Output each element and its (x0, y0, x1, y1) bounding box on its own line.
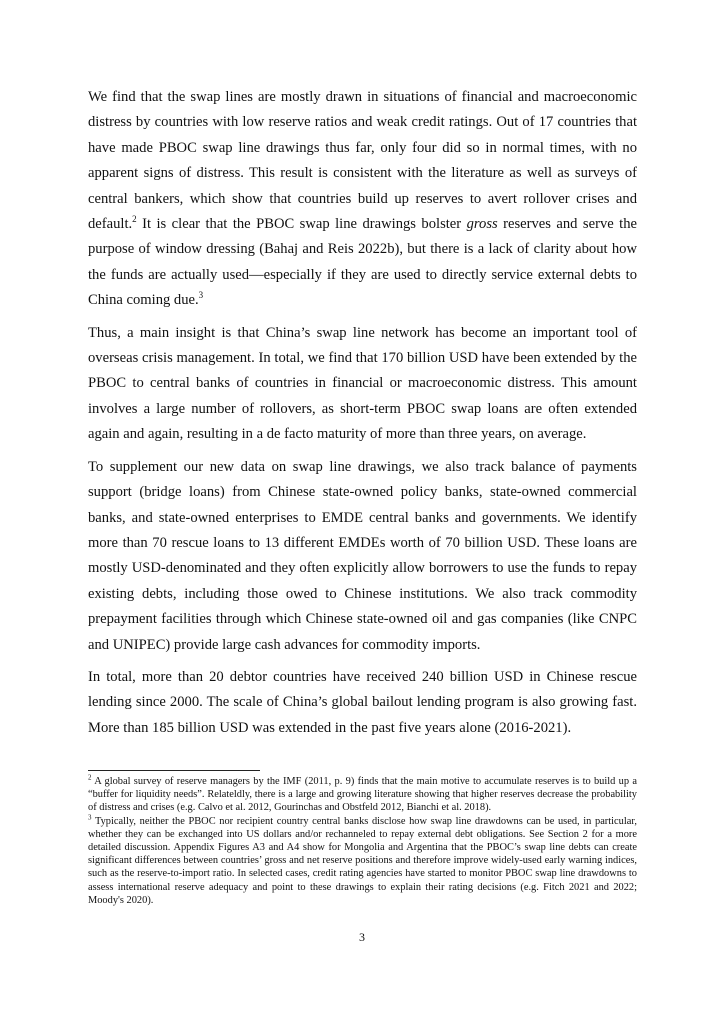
paragraph-text: It is clear that the PBOC swap line drawings bolster (136, 216, 467, 233)
footnote-separator (88, 770, 260, 771)
paragraph (88, 665, 637, 741)
body-text (88, 85, 637, 748)
footnote-reference: 3 (198, 290, 204, 301)
footnote-number: 2 (88, 773, 92, 782)
paragraph-text: Thus, a main insight is that China’s swap line network has become an important tool of overseas crisis management. In total, we find that 170 billion USD have been extended by the PBOC to central banks of countries in financial or macroeconomic distress. This amount involves a large number of rollovers, as short-term PBOC swap loans are often extended again and again, resulting in a de facto maturity of more than three years, on average. (88, 324, 637, 443)
paragraph (88, 321, 637, 448)
paragraph (88, 455, 637, 658)
paragraph-text: We find that the swap lines are mostly drawn in situations of financial and macroeconomic distress by countries with low reserve ratios and weak credit ratings. Out of 17 countries that have made PBOC swap line drawings thus far, only four did so in normal times, with no apparent signs of distress. This result is consistent with the literature as well as surveys of central bankers, which show that countries build up reserves to avert rollover crises and default. (88, 89, 637, 233)
page-number: 3 (359, 930, 365, 944)
footnote (88, 775, 637, 815)
footnote-text: Typically, neither the PBOC nor recipient country central banks disclose how swap line drawdowns can be used, in particular, whether they can be exchanged into US dollars and/or rechanneled to repay external debt obligations. See Section 2 for a more detailed discussion. Appendix Figures A3 and A4 show for Mongolia and Argentina that the PBOC’s swap line debts can create significant differences between countries’ gross and net reserve positions and therefore improve widely-used early warning indices, such as the reserve-to-import ratio. In selected cases, credit rating agencies have started to monitor PBOC swap line drawdowns to assess international reserve adequacy and point to these drawings to explain their rating decisions (e.g. Fitch 2021 and 2022; Moody's 2020). (88, 815, 637, 906)
footnote-number: 3 (88, 813, 92, 822)
paragraph-text: reserves and serve the purpose of window dressing (Bahaj and Reis 2022b), but there is a lack of clarity about how the funds are actually used—especially if they are used to directly service external debts to China coming due. (88, 216, 638, 309)
footnote-text: A global survey of reserve managers by the IMF (2011, p. 9) finds that the main motive to accumulate reserves is to build up a “buffer for liquidity needs”. Relateldly, there is a large and growing literature showing that higher reserves decrease the probability of distress and crises (e.g. Calvo et al. 2012, Gourinchas and Obstfeld 2012, Bianchi et al. 2018). (88, 776, 637, 814)
emphasis-text: gross (466, 216, 498, 233)
footnote (88, 815, 637, 907)
footnote-reference: 2 (132, 214, 137, 225)
paragraph-text: In total, more than 20 debtor countries have received 240 billion USD in Chinese rescue lending since 2000. The scale of China’s global bailout lending program is also growing fast. More than 185 billion USD was extended in the past five years alone (2016-2021). (88, 668, 637, 736)
paragraph-text: To supplement our new data on swap line drawings, we also track balance of payments support (bridge loans) from Chinese state-owned policy banks, state-owned commercial banks, and state-owned enterprises to EMDE central banks and governments. We identify more than 70 rescue loans to 13 different EMDEs worth of 70 billion USD. These loans are mostly USD-denominated and they often explicitly allow borrowers to use the funds to repay existing debts, including those owed to Chinese institutions. We also track commodity prepayment facilities through which Chinese state-owned oil and gas companies (like CNPC and UNIPEC) provide large cash advances for commodity imports. (88, 458, 637, 653)
paragraph (88, 85, 637, 314)
footnotes (88, 775, 637, 907)
